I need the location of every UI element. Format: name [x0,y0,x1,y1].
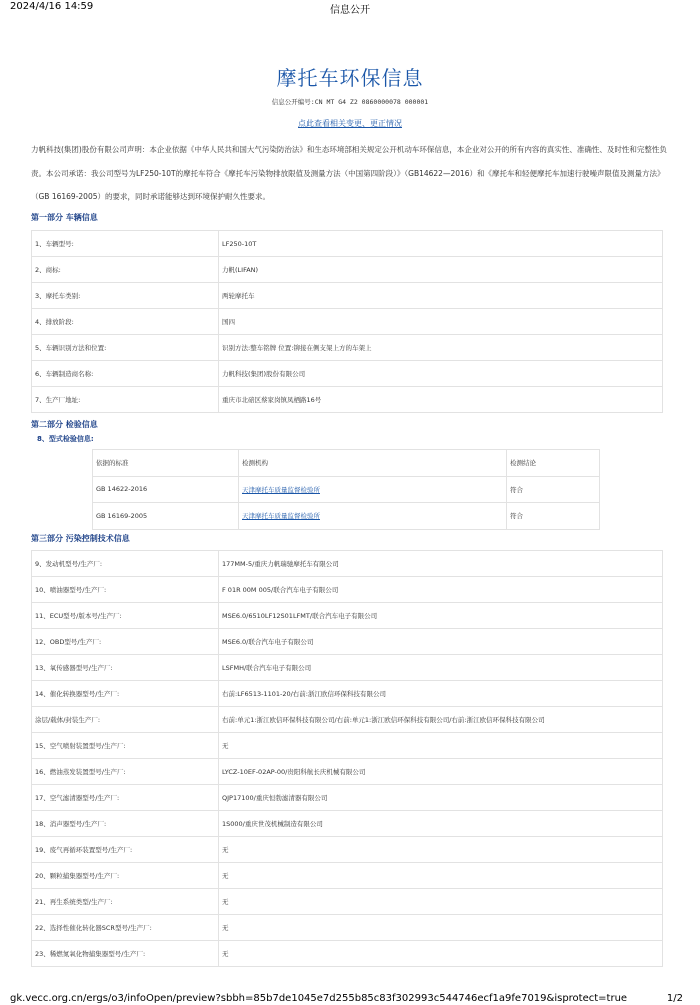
inspection-standard: GB 16169-2005 [93,503,239,530]
row-label: 9、发动机型号/生产厂: [32,551,219,577]
row-label: 20、颗粒捕集器型号/生产厂: [32,863,219,889]
row-label: 10、喷油器型号/生产厂: [32,577,219,603]
row-label: 5、车辆识别方法和位置: [32,335,219,361]
row-value: MSE6.0/6510LF12S01LFMT/联合汽车电子有限公司 [219,603,663,629]
row-value: MSE6.0/联合汽车电子有限公司 [219,629,663,655]
part3-title: 第三部分 污染控制技术信息 [31,534,130,543]
row-label: 14、催化转换器型号/生产厂: [32,681,219,707]
page-title: 摩托车环保信息 [276,66,424,90]
row-value: F 01R 00M 005/联合汽车电子有限公司 [219,577,663,603]
notice-number: 信息公开编号:CN MT G4 Z2 0860000078 000001 [271,98,429,106]
row-label: 6、车辆制造商名称: [32,361,219,387]
print-header [0,0,700,14]
row-label: 17、空气滤清器型号/生产厂: [32,785,219,811]
table-row [32,915,663,941]
row-value: LYCZ-10EF-02AP-00/贵阳科航长庆机械有限公司 [219,759,663,785]
print-datetime: 2024/4/16 14:59 [10,1,94,12]
table-row [32,309,663,335]
table-row [32,551,663,577]
table-row [32,733,663,759]
row-label: 2、商标: [32,257,219,283]
inspection-row [93,476,600,503]
pollution-control-table [31,550,663,967]
table-row [32,603,663,629]
table-row [32,257,663,283]
row-value: 力帆(LIFAN) [219,257,663,283]
table-row [32,941,663,967]
row-value: 无 [219,889,663,915]
inspection-agency-link[interactable]: 天津摩托车质量监督检验所 [242,512,320,521]
row-label: 12、OBD型号/生产厂: [32,629,219,655]
part1-title: 第一部分 车辆信息 [31,213,98,222]
row-value: 无 [219,837,663,863]
table-row [32,283,663,309]
row-value: 无 [219,941,663,967]
table-row [32,577,663,603]
row-value: 国四 [219,309,663,335]
header-agency: 检测机构 [239,450,507,477]
part2-title: 第二部分 检验信息 [31,420,98,429]
vehicle-info-table [31,230,663,413]
row-value: 177MM-5/重庆力帆瑞驰摩托车有限公司 [219,551,663,577]
row-value: 无 [219,733,663,759]
print-page-title: 信息公开 [330,5,370,16]
row-value: 无 [219,915,663,941]
header-standard: 依据的标准 [93,450,239,477]
row-label: 18、消声器型号/生产厂: [32,811,219,837]
row-value: LSFMH/联合汽车电子有限公司 [219,655,663,681]
table-row [32,863,663,889]
inspection-agency-link[interactable]: 天津摩托车质量监督检验所 [242,485,320,494]
table-row [32,785,663,811]
row-label: 13、氧传感器型号/生产厂: [32,655,219,681]
table-row [32,361,663,387]
table-row [32,231,663,257]
page-number: 1/2 [666,993,683,1004]
row-label: 7、生产厂地址: [32,387,219,413]
row-value: 识别方法:整车铭牌 位置:铆接在侧支架上方的车架上 [219,335,663,361]
row-value: 无 [219,863,663,889]
row-label: 22、选择性催化转化器SCR型号/生产厂: [32,915,219,941]
inspection-result: 符合 [507,503,600,530]
row-value: QJP17100/重庆恒勃滤清器有限公司 [219,785,663,811]
row-value: 力帆科技(集团)股份有限公司 [219,361,663,387]
row-label: 16、燃油蒸发装置型号/生产厂: [32,759,219,785]
row-label: 11、ECU型号/版本号/生产厂: [32,603,219,629]
row-label: 15、空气喷射装置型号/生产厂: [32,733,219,759]
row-value: 重庆市北碚区蔡家岗镇凤栖路16号 [219,387,663,413]
view-changes-link[interactable]: 点此查看相关变更、更正情况 [298,119,402,128]
row-label: 3、摩托车类别: [32,283,219,309]
table-row [32,837,663,863]
row-label: 1、车辆型号: [32,231,219,257]
inspection-result: 符合 [507,476,600,503]
table-row [32,629,663,655]
row-label: 涂层/载体/封装生产厂: [32,707,219,733]
row-value: 两轮摩托车 [219,283,663,309]
row-value: 右前:LF6513-1101-20/右前:浙江欧信环保科技有限公司 [219,681,663,707]
inspection-row [93,503,600,530]
row-label: 21、再生系统类型/生产厂: [32,889,219,915]
table-row [32,707,663,733]
header-result: 检测结论 [507,450,600,477]
page-url: gk.vecc.org.cn/ergs/o3/infoOpen/preview?sbbh=85b7de1045e7d255b85c83f302993c544746ecf1a9fe7019&isprotect=true [10,993,628,1004]
table-row [32,681,663,707]
row-value: 右前:单元1:浙江欧信环保科技有限公司/右前:单元1:浙江欧信环保科技有限公司/右前:浙江欧信环保科技有限公司 [219,707,663,733]
company-statement: 力帆科技(集团)股份有限公司声明：本企业依据《中华人民共和国大气污染防治法》和生态环境部相关规定公开机动车环保信息，本企业对公开的所有内容的真实性、准确性、及时性和完整性负责。本公司承诺：我公司型号为LF250-10T的摩托车符合《摩托车污染物排放限值及测量方法（中国第四阶段）》（GB14622—2016）和《摩托车和轻便摩托车加速行驶噪声限值及测量方法》（GB 16169-2005）的要求，同时承诺能够达到环境保护耐久性要求。 [31,145,667,201]
row-label: 23、稀燃氮氧化物捕集器型号/生产厂: [32,941,219,967]
inspection-table [92,449,600,530]
table-row [32,811,663,837]
table-row [32,759,663,785]
row-value: 1S000/重庆世茂机械制造有限公司 [219,811,663,837]
row-value: LF250-10T [219,231,663,257]
type-inspection-subtitle: 8、型式检验信息: [37,435,94,443]
table-row [32,655,663,681]
table-row [32,387,663,413]
table-row [32,889,663,915]
inspection-header-row [93,450,600,477]
row-label: 4、排放阶段: [32,309,219,335]
inspection-standard: GB 14622-2016 [93,476,239,503]
table-row [32,335,663,361]
row-label: 19、废气再循环装置型号/生产厂: [32,837,219,863]
